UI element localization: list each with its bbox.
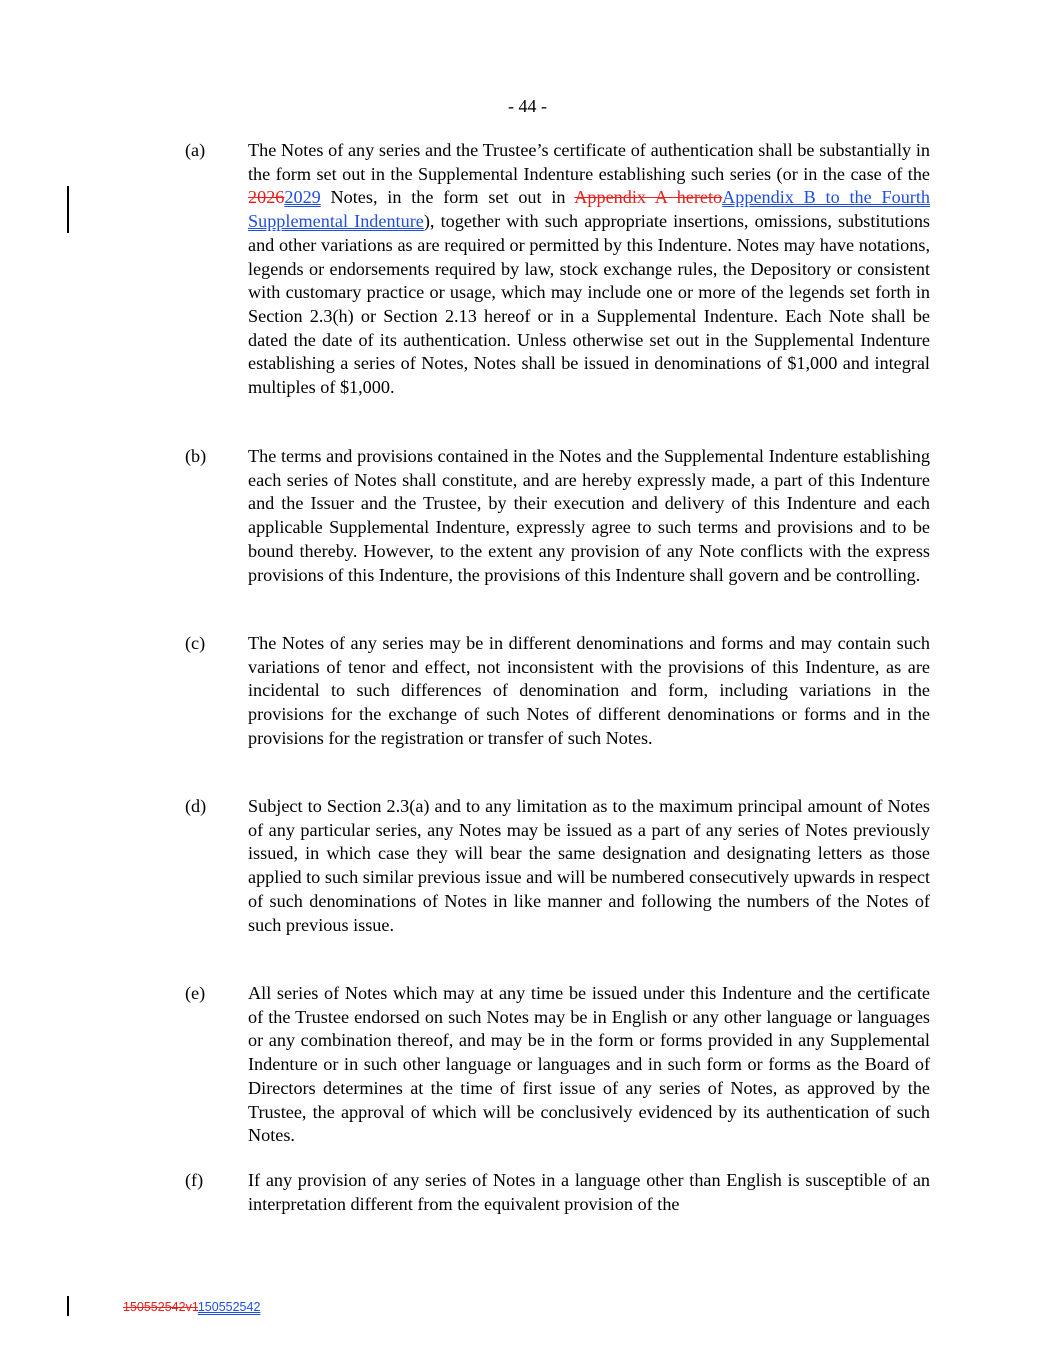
clause-f [185,1169,930,1216]
clause-b [185,445,930,587]
clause-label: (e) [185,983,206,1003]
clause-text-segment: The Notes of any series and the Trustee’s certificate of authentication shall be substantially in the form set out in the Supplemental Indenture establishing such series (or in the case of the [248,140,930,184]
clause-d [185,795,930,937]
clause-label: (f) [185,1170,204,1190]
inserted-text: 2029 [284,187,321,208]
clause-text: The terms and provisions contained in the Notes and the Supplemental Indenture establishing each series of Notes shall constitute, and are hereby expressly made, a part of this Indenture and the Issuer and the Trustee, by their execution and delivery of this Indenture and each applicable Supplemental Indenture, expressly agree to such terms and provisions and to be bound thereby. However, to the extent any provision of any Note conflicts with the express provisions of this Indenture, the provisions of this Indenture shall govern and be controlling. [248,446,930,585]
clause-c [185,632,930,751]
inserted-document-id: 150552542 [197,1300,261,1314]
clause-text: All series of Notes which may at any time be issued under this Indenture and the certificate of the Trustee endorsed on such Notes may be in English or any other language or languages or any combination thereof, and may be in the form or forms provided in any Supplemental Indenture or in such other language or languages and in such form or forms as the Board of Directors determines at the time of first issue of any series of Notes, as approved by the Trustee, the approval of which will be conclusively evidenced by its authentication of such Notes. [248,983,930,1146]
deleted-text: Appendix A hereto [574,187,723,208]
footer-change-bar [67,1296,69,1316]
clause-text-segment: Notes, in the form set out in [320,187,575,208]
clause-text: The Notes of any series may be in different denominations and forms and may contain such variations of tenor and effect, not inconsistent with the provisions of this Indenture, as are incidental to such differences of denomination and form, including variations in the provisions for the exchange of such Notes of different denominations or forms and in the provisions for the registration or transfer of such Notes. [248,633,930,748]
clause-text [248,139,930,400]
clause-label: (b) [185,446,207,466]
clause-label: (a) [185,140,206,160]
clause-e [185,982,930,1148]
clause-text: If any provision of any series of Notes in a language other than English is susceptible of an interpretation different from the equivalent provision of the [248,1170,930,1214]
clause-a [185,139,930,400]
change-bar [67,186,69,233]
page-number: - 44 - [508,96,547,116]
deleted-text: 2026 [248,187,285,208]
clause-label: (c) [185,633,206,653]
document-id-footer [123,1299,260,1315]
clause-text-segment: ), together with such appropriate insertions, omissions, substitutions and other variations as are required or permitted by this Indenture. Notes may have notations, legends or endorsements required by law, stock exchange rules, the Depository or consistent with customary practice or usage, which may include one or more of the legends set forth in Section 2.3(h) or Section 2.13 hereof or in a Supplemental Indenture. Each Note shall be dated the date of its authentication. Unless otherwise set out in the Supplemental Indenture establishing a series of Notes, Notes shall be issued in denominations of $1,000 and integral multiples of $1,000. [248,211,931,398]
clause-text: Subject to Section 2.3(a) and to any limitation as to the maximum principal amount of Notes of any particular series, any Notes may be issued as a part of any series of Notes previously issued, in which case they will bear the same designation and designating letters as those applied to such similar previous issue and will be numbered consecutively upwards in respect of such denominations of Notes in like manner and following the numbers of the Notes of such previous issue. [248,796,930,935]
clause-label: (d) [185,796,207,816]
deleted-document-id: 150552542v1 [123,1300,198,1314]
inserted-text: Appendix B to the Fourth Supplemental Indenture [248,187,930,232]
